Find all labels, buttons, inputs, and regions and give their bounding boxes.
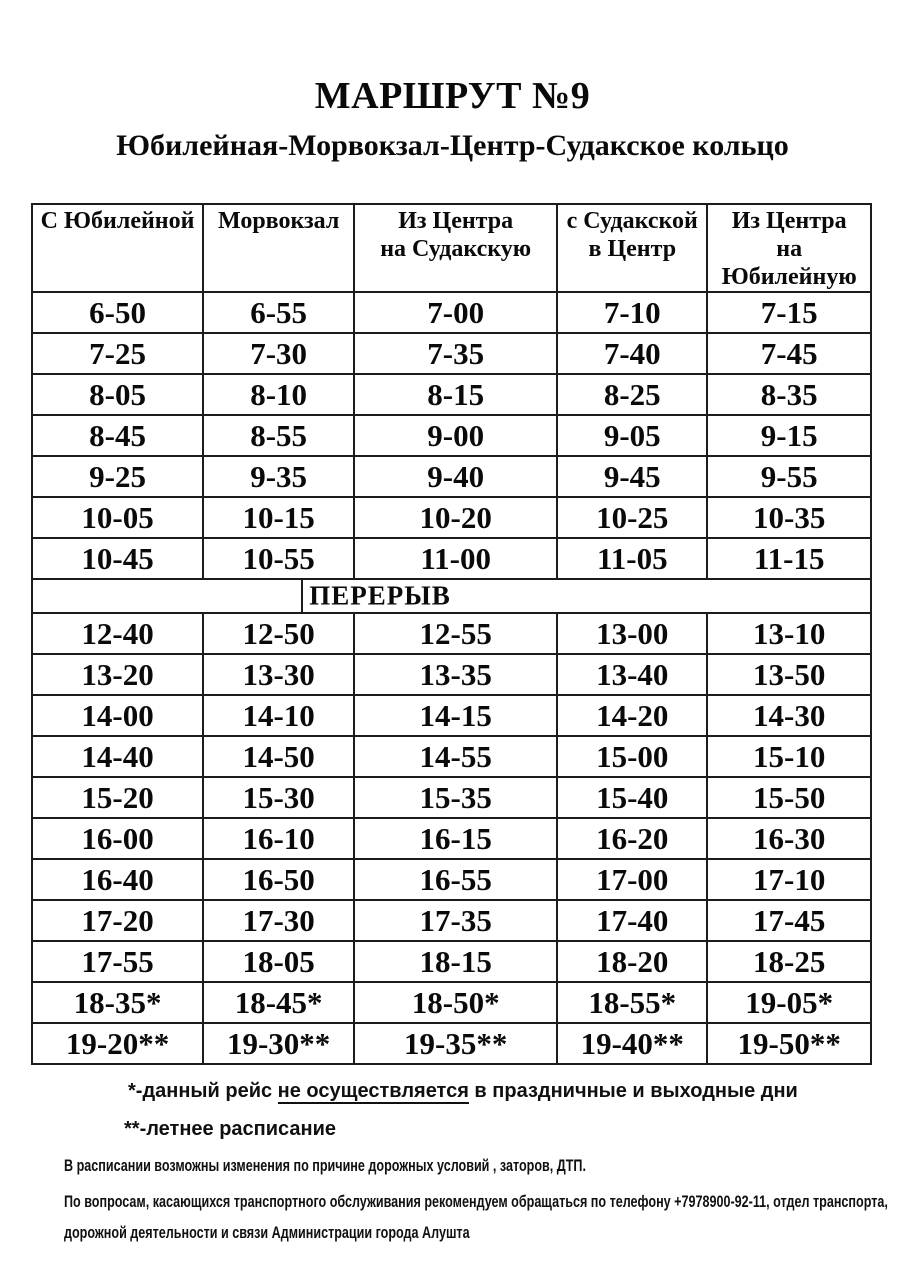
time-cell: 14-55 (354, 736, 557, 777)
header-cell-center-to-yubileynaya (707, 204, 871, 292)
time-cell: 10-15 (203, 497, 354, 538)
header-row (32, 204, 871, 292)
time-cell: 15-50 (707, 777, 871, 818)
time-cell: 9-40 (354, 456, 557, 497)
time-cell: 18-50* (354, 982, 557, 1023)
time-cell: 14-20 (557, 695, 707, 736)
table-row (32, 456, 871, 497)
time-cell: 7-10 (557, 292, 707, 333)
time-cell: 13-35 (354, 654, 557, 695)
time-cell: 14-30 (707, 695, 871, 736)
time-cell: 15-20 (32, 777, 203, 818)
time-cell: 16-10 (203, 818, 354, 859)
time-cell: 11-00 (354, 538, 557, 579)
time-cell: 6-50 (32, 292, 203, 333)
time-cell: 14-10 (203, 695, 354, 736)
header-cell-from-yubileynaya (32, 204, 203, 292)
table-row (32, 333, 871, 374)
table-row (32, 900, 871, 941)
contact-note (64, 1186, 905, 1248)
route-subtitle: Юбилейная-Морвокзал-Центр-Судакское кольцо (116, 129, 789, 162)
header-cell-center-to-sudakskaya (354, 204, 557, 292)
time-cell: 8-45 (32, 415, 203, 456)
time-cell: 7-45 (707, 333, 871, 374)
table-row (32, 859, 871, 900)
page-title: МАРШРУТ №9 (314, 75, 591, 117)
break-cell (32, 579, 871, 613)
footnote-suffix: в праздничные и выходные дни (468, 1080, 798, 1102)
time-cell: 16-00 (32, 818, 203, 859)
time-cell: 7-15 (707, 292, 871, 333)
time-cell: 18-25 (707, 941, 871, 982)
schedule-table-body (32, 292, 871, 1064)
disclaimer-note (64, 1150, 769, 1181)
time-cell: 12-50 (203, 613, 354, 654)
time-cell: 19-05* (707, 982, 871, 1023)
time-cell: 13-10 (707, 613, 871, 654)
time-cell: 16-40 (32, 859, 203, 900)
time-cell: 17-55 (32, 941, 203, 982)
footnote-double-star: **-летнее расписание (124, 1118, 337, 1140)
time-cell: 10-35 (707, 497, 871, 538)
header-line1: с Судакской (566, 208, 698, 234)
time-cell: 13-30 (203, 654, 354, 695)
table-row (32, 1023, 871, 1064)
header-line2: в Центр (588, 236, 677, 262)
footnote-underlined: не осуществляется (277, 1080, 469, 1102)
time-cell: 8-35 (707, 374, 871, 415)
table-row (32, 941, 871, 982)
break-row (32, 579, 871, 613)
time-cell: 10-25 (557, 497, 707, 538)
time-cell: 18-20 (557, 941, 707, 982)
time-cell: 15-10 (707, 736, 871, 777)
time-cell: 16-50 (203, 859, 354, 900)
time-cell: 19-50** (707, 1023, 871, 1064)
time-cell: 10-45 (32, 538, 203, 579)
table-row (32, 415, 871, 456)
time-cell: 7-30 (203, 333, 354, 374)
time-cell: 11-05 (557, 538, 707, 579)
table-row (32, 695, 871, 736)
time-cell: 8-55 (203, 415, 354, 456)
header-line1: Из Центра (731, 208, 847, 234)
disclaimer-text: В расписании возможны изменения по причине дорожных условий , заторов, ДТП. (64, 1156, 586, 1175)
table-row (32, 736, 871, 777)
time-cell: 7-25 (32, 333, 203, 374)
time-cell: 17-35 (354, 900, 557, 941)
time-cell: 17-00 (557, 859, 707, 900)
time-cell: 18-35* (32, 982, 203, 1023)
header-line2: на Юбилейную (721, 236, 857, 290)
time-cell: 16-15 (354, 818, 557, 859)
time-cell: 16-30 (707, 818, 871, 859)
table-row (32, 613, 871, 654)
time-cell: 15-40 (557, 777, 707, 818)
time-cell: 7-40 (557, 333, 707, 374)
header-line1: Морвокзал (217, 208, 340, 234)
time-cell: 16-20 (557, 818, 707, 859)
time-cell: 7-35 (354, 333, 557, 374)
time-cell: 7-00 (354, 292, 557, 333)
footnote-prefix: *-данный рейс (128, 1080, 278, 1102)
table-row (32, 777, 871, 818)
time-cell: 19-40** (557, 1023, 707, 1064)
time-cell: 9-25 (32, 456, 203, 497)
time-cell: 15-35 (354, 777, 557, 818)
time-cell: 18-05 (203, 941, 354, 982)
break-divider (301, 580, 303, 612)
time-cell: 9-35 (203, 456, 354, 497)
time-cell: 17-20 (32, 900, 203, 941)
time-cell: 14-00 (32, 695, 203, 736)
header-line1: Из Центра (398, 208, 514, 234)
contact-line2: дорожной деятельности и связи Администрации города Алушта (64, 1223, 470, 1242)
time-cell: 9-15 (707, 415, 871, 456)
time-cell: 12-55 (354, 613, 557, 654)
time-cell: 16-55 (354, 859, 557, 900)
time-cell: 9-45 (557, 456, 707, 497)
table-row (32, 292, 871, 333)
header-cell-sudakskaya-to-center (557, 204, 707, 292)
time-cell: 9-55 (707, 456, 871, 497)
break-label: ПЕРЕРЫВ (309, 580, 451, 611)
contact-line1: По вопросам, касающихся транспортного обслуживания рекомендуем обращаться по телефону +7978900-92-11, отдел транспорта, (64, 1192, 888, 1211)
time-cell: 8-05 (32, 374, 203, 415)
time-cell: 14-50 (203, 736, 354, 777)
table-row (32, 497, 871, 538)
time-cell: 18-45* (203, 982, 354, 1023)
time-cell: 8-10 (203, 374, 354, 415)
time-cell: 8-15 (354, 374, 557, 415)
time-cell: 10-20 (354, 497, 557, 538)
time-cell: 19-35** (354, 1023, 557, 1064)
time-cell: 13-50 (707, 654, 871, 695)
time-cell: 19-20** (32, 1023, 203, 1064)
time-cell: 13-00 (557, 613, 707, 654)
time-cell: 13-40 (557, 654, 707, 695)
time-cell: 12-40 (32, 613, 203, 654)
table-row (32, 374, 871, 415)
header-cell-morvokzal (203, 204, 354, 292)
table-row (32, 654, 871, 695)
table-row (32, 818, 871, 859)
time-cell: 14-40 (32, 736, 203, 777)
time-cell: 17-30 (203, 900, 354, 941)
time-cell: 14-15 (354, 695, 557, 736)
time-cell: 9-05 (557, 415, 707, 456)
footnote-single-star (128, 1080, 798, 1103)
time-cell: 6-55 (203, 292, 354, 333)
time-cell: 8-25 (557, 374, 707, 415)
time-cell: 15-30 (203, 777, 354, 818)
time-cell: 9-00 (354, 415, 557, 456)
time-cell: 10-05 (32, 497, 203, 538)
schedule-table (31, 203, 872, 1065)
header-line1: С Юбилейной (40, 208, 195, 234)
time-cell: 19-30** (203, 1023, 354, 1064)
time-cell: 17-40 (557, 900, 707, 941)
time-cell: 17-45 (707, 900, 871, 941)
header-line2: на Судакскую (380, 236, 532, 262)
time-cell: 11-15 (707, 538, 871, 579)
table-row (32, 538, 871, 579)
time-cell: 13-20 (32, 654, 203, 695)
time-cell: 17-10 (707, 859, 871, 900)
time-cell: 15-00 (557, 736, 707, 777)
time-cell: 18-55* (557, 982, 707, 1023)
time-cell: 18-15 (354, 941, 557, 982)
time-cell: 10-55 (203, 538, 354, 579)
table-row (32, 982, 871, 1023)
